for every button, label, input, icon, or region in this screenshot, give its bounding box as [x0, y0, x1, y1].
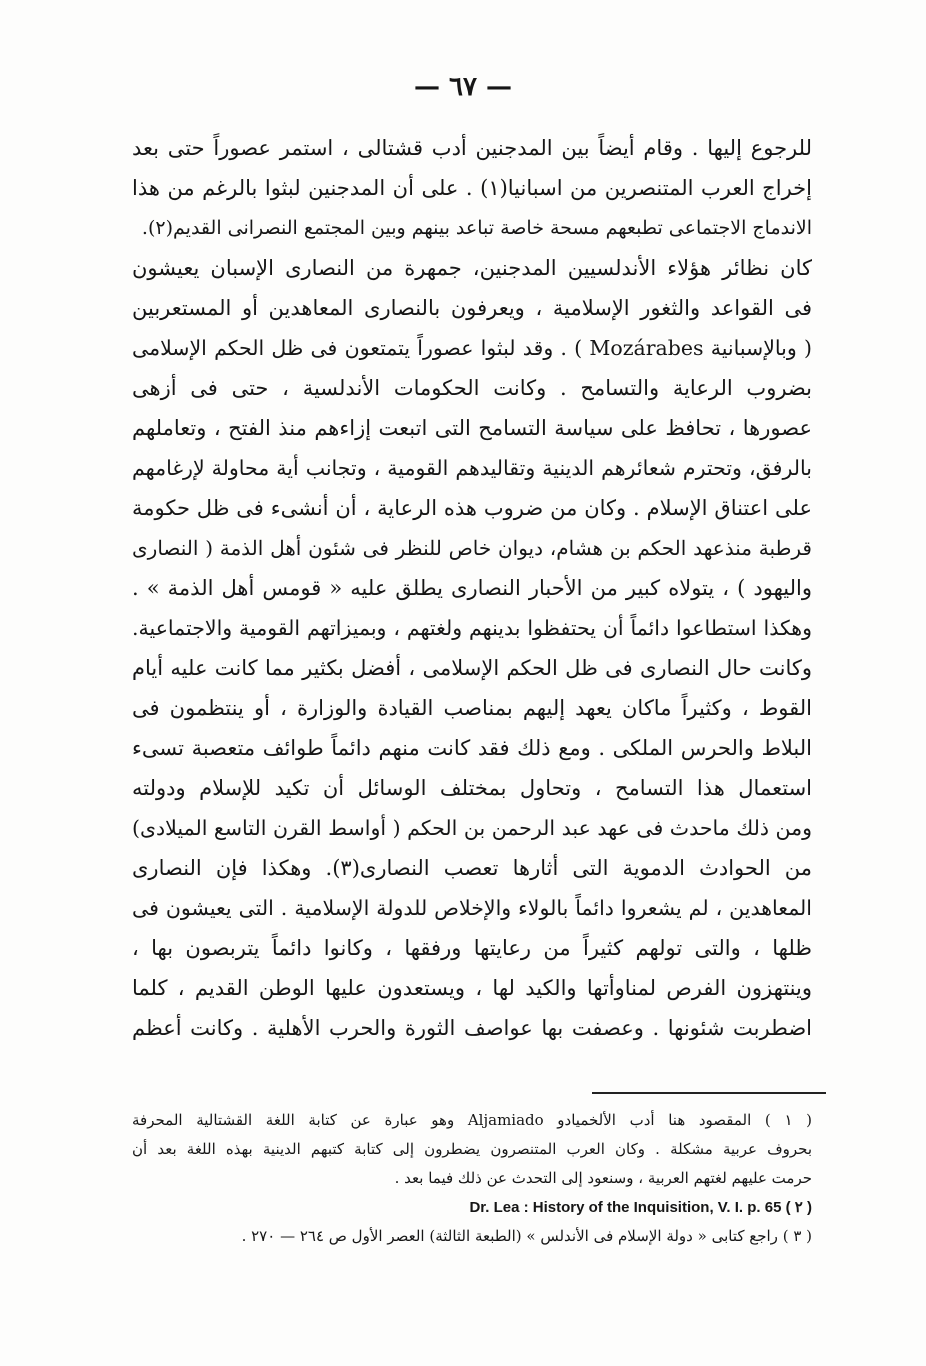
text-line: من الحوادث الدموية التى أثارها تعصب النصارى(٣). وهكذا فإن النصارى	[132, 856, 812, 880]
text-line: إخراج العرب المتنصرين من اسبانيا(١) . على أن المدجنين لبثوا بالرغم من هذا	[132, 176, 812, 200]
body-text	[132, 128, 812, 1048]
text-line: وينتهزون الفرص لمناوأتها والكيد لها ، ويستعدون عليها الوطن القديم ، كلما	[132, 976, 812, 1000]
page-number: — ٦٧ —	[413, 72, 513, 102]
text-line: وهكذا استطاعوا دائماً أن يحتفظوا بدينهم ولغتهم ، وبميزاتهم القومية والاجتماعية.	[132, 616, 812, 640]
footnote-3: ( ٣ ) راجع كتابى « دولة الإسلام فى الأندلس » (الطبعة الثالثة) العصر الأول ص ٢٦٤ — ٢٧٠ .	[241, 1227, 812, 1245]
text-line: ( وبالإسبانية Mozárabes ) . وقد لبثوا عصوراً يتمتعون فى ظل الحكم الإسلامى	[132, 336, 812, 360]
text-line: الاندماج الاجتماعى تطبعهم مسحة خاصة تباعد بينهم وبين المجتمع النصرانى القديم(٢).	[141, 217, 812, 239]
text-line: بضروب الرعاية والتسامح . وكانت الحكومات الأندلسية ، حتى فى أزهى	[132, 376, 812, 400]
text-line: بالرفق، وتحترم شعائرهم الدينية وتقاليدهم القومية ، وتجانب أية محاولة لإرغامهم	[132, 456, 812, 480]
text-line: عصورها ، تحافظ على سياسة التسامح التى اتبعت إزاءهم منذ الفتح ، وتعاملهم	[132, 416, 812, 440]
text-line: البلاط والحرس الملكى . ومع ذلك فقد كانت منهم دائماً طوائف متعصبة تسىء	[132, 736, 812, 760]
text-line: ومن ذلك ماحدث فى عهد عبد الرحمن بن الحكم ( أواسط القرن التاسع الميلادى)	[132, 816, 812, 840]
text-line: فى القواعد والثغور الإسلامية ، ويعرفون بالنصارى المعاهدين أو المستعربين	[132, 296, 812, 320]
footnotes	[132, 1106, 812, 1251]
footnote-1-line: بحروف عربية مشكلة . وكان العرب المتنصرون يضطرون إلى كتابة كتبهم الدينية بهذه اللغة بعد أن	[132, 1140, 812, 1158]
footnote-2: Dr. Lea : History of the Inquisition, V. I. p. 65 ( ٢ )	[469, 1199, 812, 1216]
text-line: وكانت حال النصارى فى ظل الحكم الإسلامى ، أفضل بكثير مما كانت عليه أيام	[132, 656, 812, 680]
text-line: القوط ، وكثيراً ماكان يعهد إليهم بمناصب القيادة والوزارة ، أو ينتظمون فى	[132, 696, 812, 720]
text-line: اضطربت شئونها . وعصفت بها عواصف الثورة والحرب الأهلية . وكانت أعظم	[132, 1016, 812, 1040]
text-line: واليهود ) ، يتولاه كبير من الأحبار النصارى يطلق عليه « قومس أهل الذمة » .	[132, 576, 812, 600]
text-line: ظلها ، والتى تولهم كثيراً من رعايتها ورفقها ، وكانوا دائماً يتربصون بها ،	[132, 936, 812, 960]
text-line: للرجوع إليها . وقام أيضاً بين المدجنين أدب قشتالى ، استمر عصوراً حتى بعد	[132, 136, 812, 160]
footnote-divider	[592, 1092, 826, 1094]
text-line: استعمال هذا التسامح ، وتحاول بمختلف الوسائل أن تكيد للإسلام ودولته	[132, 776, 812, 800]
text-line: كان نظائر هؤلاء الأندلسيين المدجنين، جمهرة من النصارى الإسبان يعيشون	[132, 256, 812, 280]
text-line: المعاهدين ، لم يشعروا دائماً بالولاء والإخلاص للدولة الإسلامية . التى يعيشون فى	[132, 896, 812, 920]
footnote-1-line: ( ١ ) المقصود هنا أدب الألخميادو Aljamiado وهو عبارة عن كتابة اللغة القشتالية المحرفة	[132, 1111, 812, 1129]
footnote-1-line: حرمت عليهم لغتهم العربية ، وسنعود إلى التحدث عن ذلك فيما بعد .	[394, 1169, 812, 1187]
text-line: قرطبة منذعهد الحكم بن هشام، ديوان خاص للنظر فى شئون أهل الذمة ( النصارى	[132, 536, 812, 560]
text-line: على اعتناق الإسلام . وكان من ضروب هذه الرعاية ، أن أنشىء فى ظل حكومة	[132, 496, 812, 520]
